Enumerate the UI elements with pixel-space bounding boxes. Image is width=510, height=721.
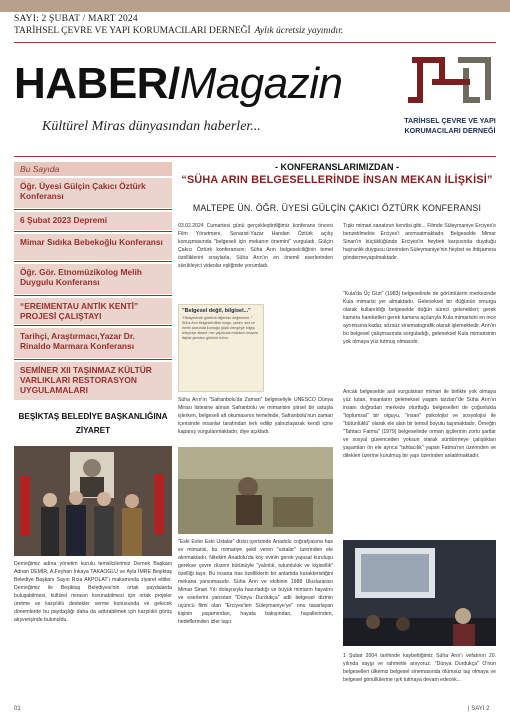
group-photo-icon <box>14 446 172 556</box>
sidebar-item-conference-cakici[interactable]: Öğr. Üyesi Gülçin Çakıcı Öztürk Konferansı <box>14 178 172 208</box>
paragraph: Ancak belgeselde asıl vurgulanan mimari ile birlikte yok olmaya yüz tutan, insanların geleneksel yaşam tarzları"de Süha Arın'ın insanı doğrudan merkeze oturttuğu belgeselleri de çoğunlukla "toplumsal" bir olguyu, "insan" psikolojisi ve sosyolojisi ile "bütünlüklü" olarak ele alan bir temsil boyutu taşımaktadır. Örneğin "Tahtacı Fatma" (1979) belgeselinde orman işçilerinin zorlu şartlar ve sosyal güvenceden yoksun olarak sürdürmeye çalıştıkları yaşamları ön ele ayrıca "tahtacılık" yapan Fatma'nın üzerinden ve dilekleri üzerine kurulmuş bir yapı üzerinden anlatılmaktadır. <box>343 389 496 459</box>
divider <box>14 359 172 360</box>
section-heading: - KONFERANSLARIMIZDAN - <box>275 162 399 172</box>
divider <box>14 209 172 210</box>
in-this-issue-heading: Bu Sayıda <box>14 162 172 176</box>
book-poster <box>178 304 264 392</box>
header-rule <box>14 42 496 43</box>
sidebar-item-earthquake[interactable]: 6 Şubat 2023 Depremi <box>14 212 172 230</box>
magazine-logo: HABER/Magazin <box>14 59 343 108</box>
conference-photo-icon <box>343 540 496 646</box>
article-title: “SÜHA ARIN BELGESELLERİNDE İNSAN MEKAN İLİŞKİSİ” <box>181 174 493 186</box>
top-accent-bar <box>0 0 510 12</box>
article-column-1 <box>178 222 333 302</box>
association-name: TARİHSEL ÇEVRE VE YAPI KORUMACILARI DERNEĞİ <box>14 26 251 36</box>
article-subtitle: MALTEPE ÜN. ÖĞR. ÜYESİ GÜLÇİN ÇAKICI ÖZTÜRK KONFERANSI <box>192 203 482 213</box>
paragraph: 1 Şubat 2004 tarihinde kaybettiğimiz Süha Arın'ı vefatının 20. yılında saygı ve rahmetle anıyoruz. "Dünya Durdukça" O'nun belgeselleri ülkemiz belgesel sinemasında ölümsüz taş olmaya ve belgesel gönüllülerine ışık tutmaya devam edecek... <box>343 653 496 683</box>
issue-line: SAYI: 2 ŞUBAT / MART 2024 <box>14 14 138 24</box>
sidebar-item-bebekoglu[interactable]: Mimar Sıdıka Bebekoğlu Konferansı <box>14 234 172 260</box>
sidebar-item-seminar[interactable]: SEMİNER XII TAŞINMAZ KÜLTÜR VARLIKLARI RESTORASYON UYGULAMALARI <box>14 362 172 400</box>
divider <box>14 231 172 232</box>
sidebar-item-marmara[interactable]: Tarihçi, Araştırmacı,Yazar Dr. Rinaldo Marmara Konferansı <box>14 328 172 358</box>
film-still-icon <box>178 447 333 534</box>
paragraph: Süha Arın'ın "Safranbolu'da Zaman" belgeseliyle UNESCO Dünya Mirası listesine alınan Safranbolu ve mimarisini şiirsel bir ustuşla işlerken, belgeseli alt okumasının temelinde, Safranbolu'nun zaman içerisinde insanlar tarafından terk edilip yalnızlaşarak kendi içine kapanış vurgulanmaktadır, diye açıkladı. <box>178 397 333 435</box>
besiktas-visit-text: Derneğimiz adına yönetim kurulu temsilcilerimiz Dernek Başkanı Adnan DEMİR, A.Feyhan İnkaya TAKAOGLU ve Ayla İMRE Beşiktaş Belediye Başkanı Sayın Rıza AKPOLAT'ı makamında ziyaret ettiler. Derneğimiz ile Beşiktaş Belediyesi'nin ortak paydalarda buluşabilmesi, kültürel mirasın korunabilmesi için ortak projeler üretme ve karşılıklı destekler verme konusunda ve gelecek dönemlerde bu paydaşlığı daha da arttırabilmek için karşılıklı görüş alışverişinde bulunuldu. <box>14 561 172 623</box>
poster-title: "Belgesel değil, bilgisel..." <box>182 308 251 314</box>
tagline: Kültürel Miras dünyasından haberler... <box>42 119 261 134</box>
sidebar-item-duygulu[interactable]: Öğr. Gör. Etnomüzikolog Melih Duygulu Konferansı <box>14 264 172 294</box>
divider <box>14 325 172 326</box>
sidebar-item-ereimentau[interactable]: “EREIMENTAU ANTİK KENTİ” PROJESİ ÇALIŞTAYI <box>14 298 172 324</box>
association-line <box>14 26 343 36</box>
paragraph: "Eski Evler Eski Ustalar" dizisi içerisinde Anadolu coğrafyasına has ev mimarisi, bu mimariye şekil veren "ustalar" üzerinden ele alınmaktadır. Nitekim Anadolu'da köy evinin gerek yapısal kuruluşu gerekse çevre düzeni bütünüyle "yalınlık, tutumluluk ve kişisellik" özelliği taşır. Bu insana has özelliklerin bir anlamda karakteristiğini mekana yansımasıdır. Süha Arın ve ekibinin 1988 Uluslararası Mimar Sinan Yılı dolayısıyla hazırladığı ve büyük mimarın hayatını ve eserlerini yansıtan "Dünya Durdukça" adlı belgesel dizinin üçüncü filmi olan "Erciyes'ten Süleymaniye'ye" onu tasarlayan kişinin yaşamından, hayata bakışından, hayallerinden, hedeflerinden izler taşır. <box>178 539 333 625</box>
paragraph: Tıpkı mimari sanatının kendisi gibi... Filmde Süleymaniye Erciyes'e benzetilmekte Erciyes'i anımsatmaktadır. Belgeselde Mimar Sinan'ın küçüklüğünde Erciyes'in heybeti karşısında duyduğu hayranlık duygusu üzerinden Süleymaniye'nin heybet ve ihtişamına göndermeyapılmaktadır. <box>343 223 496 261</box>
page-number: 01 <box>14 706 21 712</box>
article-column-2 <box>343 222 496 532</box>
poster-body: "Hikâyesinde gösterdi diğerinin değerlerini.." Süha Arın belgeselcilikte kurgu, çekim, ses ve metin arasında kurduğu güçlü dengeyle bilgiyi izleyiciye aktarır; her yapıtında mekânın insanla ilişkisi yeniden görünür kılınır. <box>182 316 258 340</box>
issue-footer: | SAYI 2 <box>468 706 490 712</box>
divider <box>14 295 172 296</box>
paragraph: 03.02.2024 Cumartesi günü gerçekleştirdiğimiz konferans öncesi Film Yönetmeni, Senarist-Yazar Handan Öztürk açılış konuşmasında "belgeseli için mekanın önemini" vurguladı. Gülçin Çakıcı Öztürk konferansını; Süha Arın belgeselciliğinin temel özelliklerini sıraylarla, Süha Arın'ın en önemli eserlerinden sürükleyici videolar eşliğinde yorumladı. <box>178 223 333 269</box>
association-logo-text: TARİHSEL ÇEVRE VE YAPI KORUMACILARI DERNEĞİ <box>404 116 496 135</box>
header-bottom-rule <box>14 156 496 157</box>
paragraph: "Kula'da Üç Gün" (1983) belgeselinde de görüntülerin merkezinde Kula mimarisi yer almaktadır. Geleneksel bir düğünün omurga olarak kullanıldığı belgeselde düğün süreci gelenekleri; gerek kamera hareketleri gerek kamera açılarıyla Kula mimarisini en ince ayrıntısına kadar, sözsüz sinematografik olarak işlemektedir. Arın'ın bu belgesel çalışmasında sorguladığı, geleneksel Kula mimarisinin yok olmaya yüz tutmuş olmasıdır. <box>343 291 496 345</box>
association-logo-icon <box>400 52 500 112</box>
divider <box>14 261 172 262</box>
besiktas-visit-title: BEŞİKTAŞ BELEDİYE BAŞKANLIĞINA ZİYARET <box>18 412 168 435</box>
free-note: Aylık ücretsiz yayınıdır. <box>254 26 344 36</box>
